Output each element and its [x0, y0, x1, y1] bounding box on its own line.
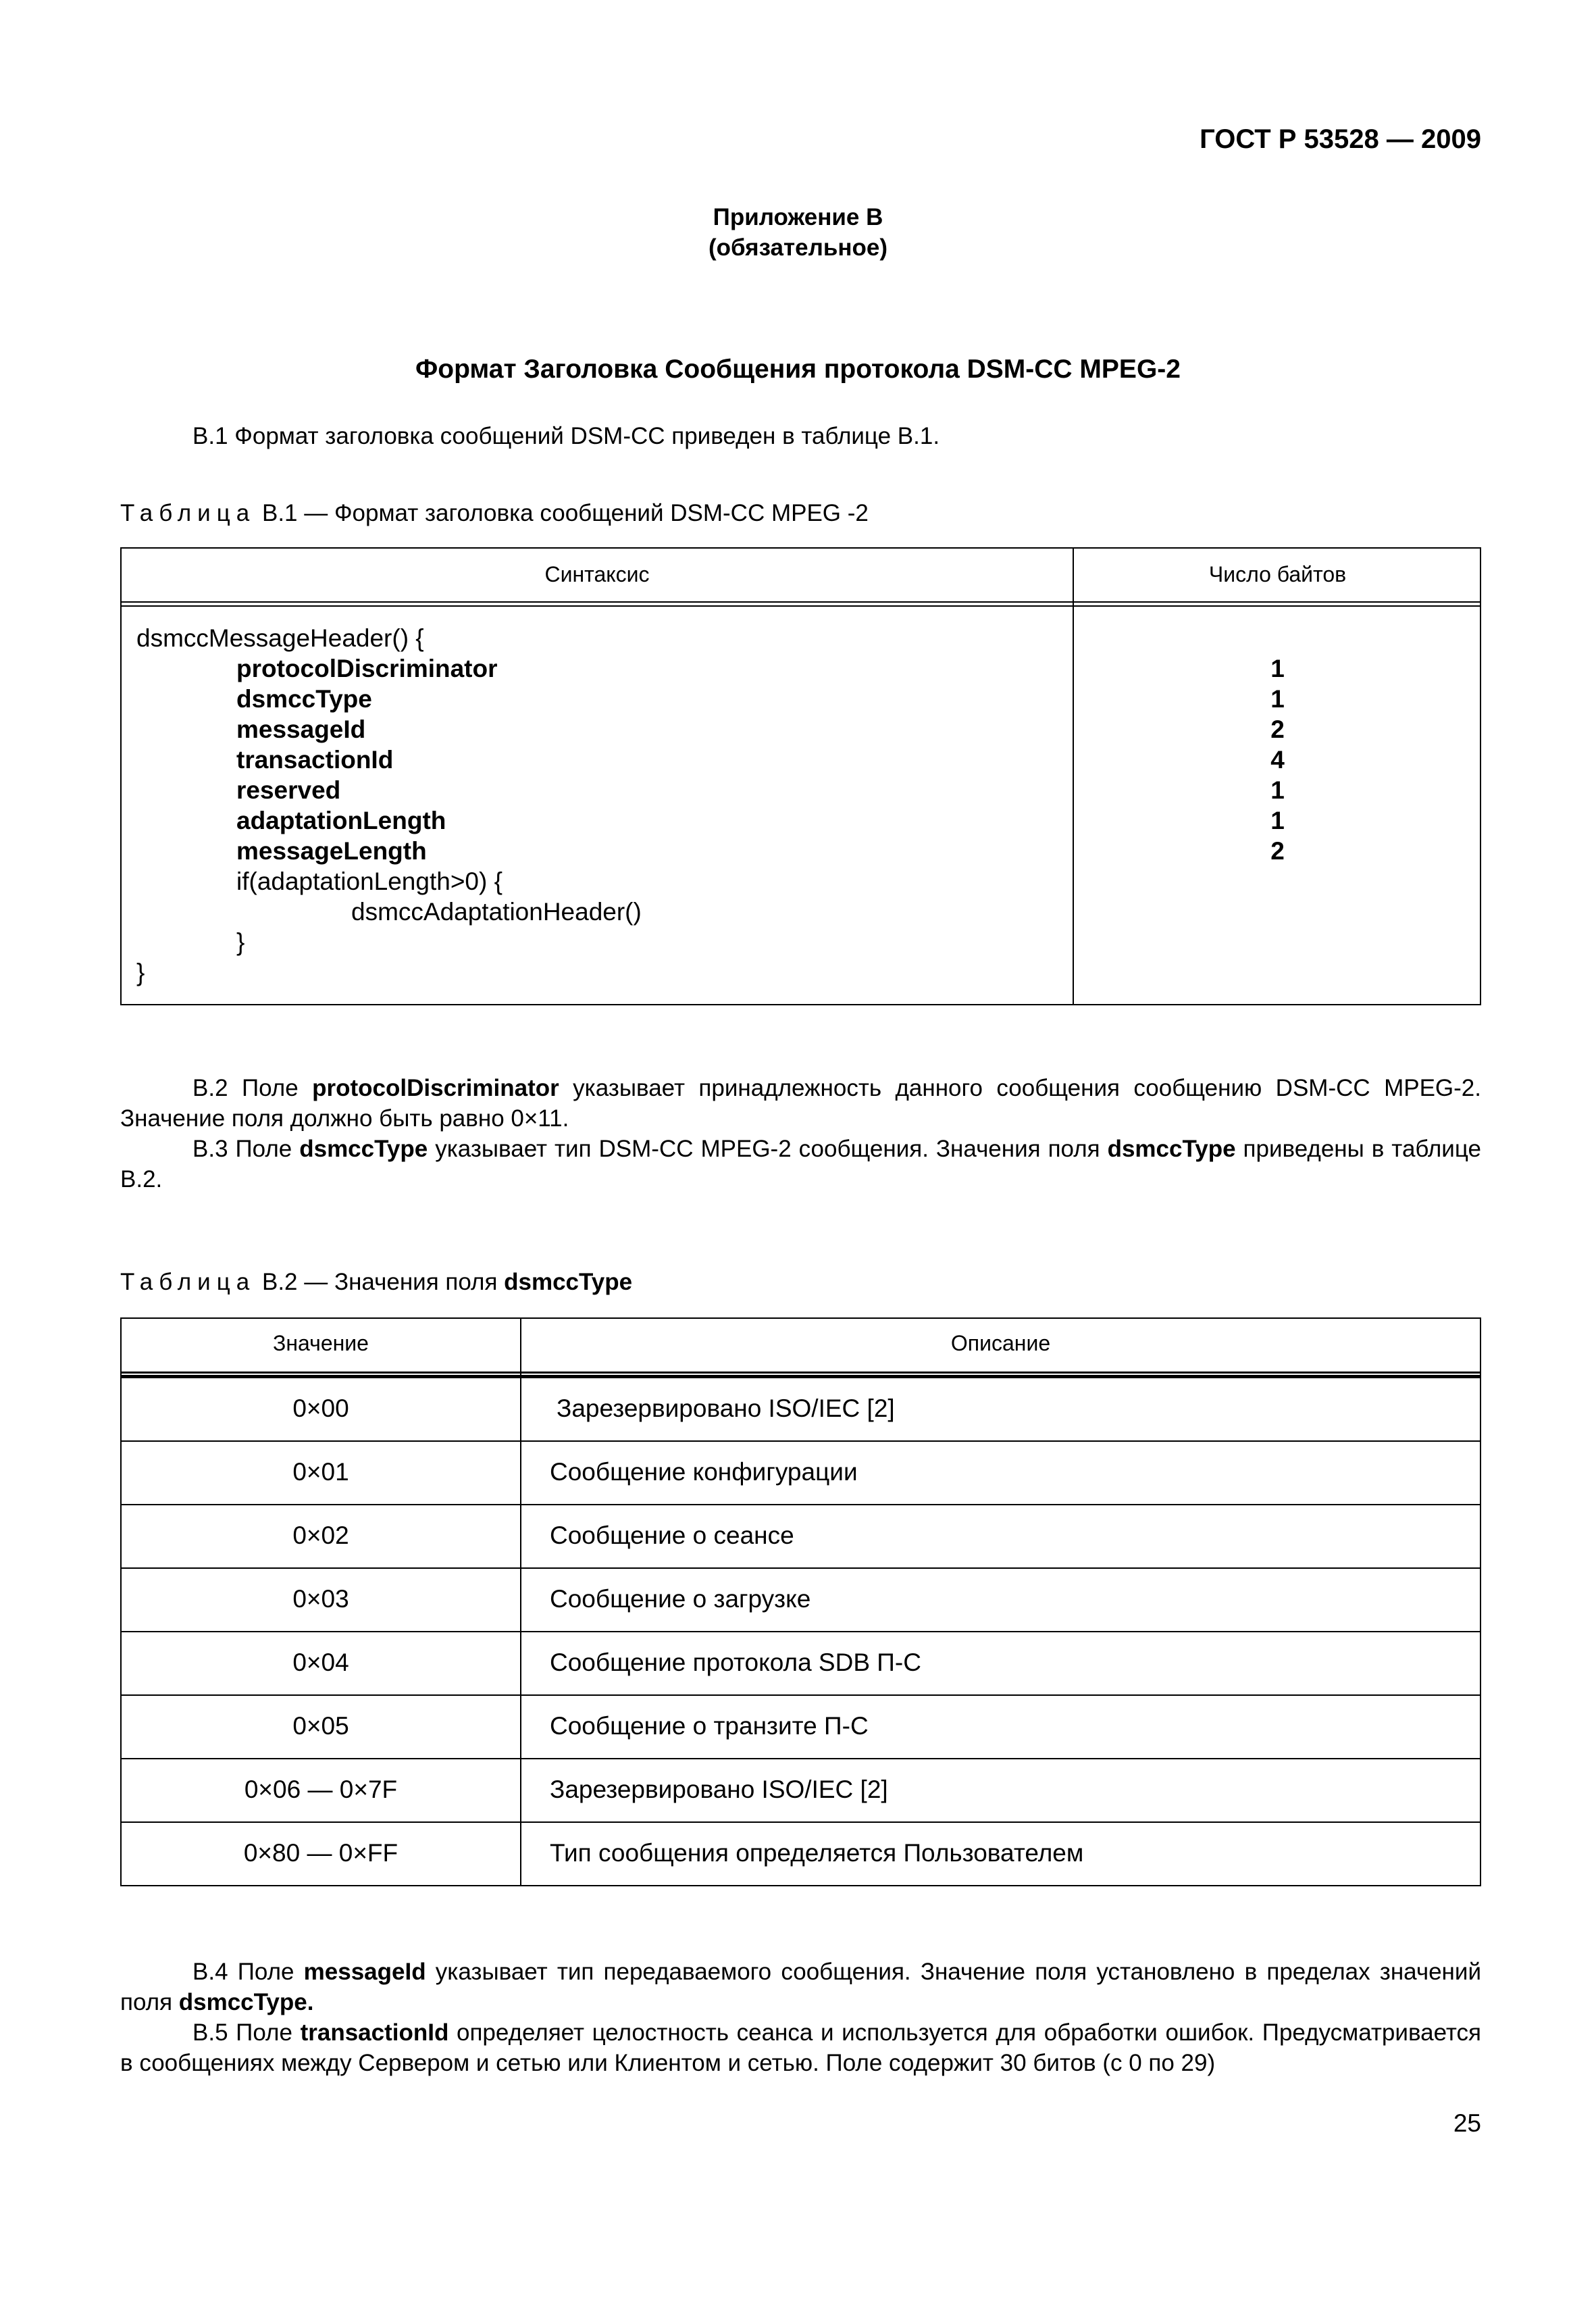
syntax-field: dsmccType: [236, 685, 372, 713]
row-description: Тип сообщения определяется Пользователем: [550, 1839, 1084, 1867]
byte-count: 1: [1270, 776, 1285, 804]
syntax-field: messageId: [236, 715, 366, 743]
paragraph-b2: [120, 1073, 1481, 1134]
paragraph-b4-field2: dsmccType.: [178, 1989, 314, 2015]
row-description: Сообщение о загрузке: [550, 1585, 811, 1613]
paragraph-b5-field: transactionId: [300, 2019, 449, 2046]
row-value: 0×01: [292, 1458, 349, 1486]
syntax-outer-close: }: [136, 959, 145, 986]
syntax-call-line: dsmccAdaptationHeader(): [351, 898, 642, 926]
paragraph-b3: [120, 1134, 1481, 1194]
row-description: Зарезервировано ISO/IEC [2]: [557, 1394, 895, 1422]
syntax-field: messageLength: [236, 837, 427, 865]
table2-header-description: Описание: [950, 1331, 1051, 1355]
row-description: Сообщение протокола SDB П-С: [550, 1649, 921, 1676]
paragraph-b4-middle: указывает тип передаваемого сообщения. Значение поля установлено в пределах значений поля: [120, 1959, 1481, 2015]
table-row: [122, 1440, 1480, 1504]
section-title: Формат Заголовка Сообщения протокола DSM-CC MPEG-2: [415, 355, 1181, 384]
table-row: [122, 1504, 1480, 1567]
paragraph-b2-suffix: указывает принадлежность данного сообщения сообщению DSM-CC MPEG-2. Значение поля должно быть равно 0×11.: [120, 1075, 1481, 1132]
table2-header-value: Значение: [273, 1331, 369, 1355]
table2-caption-text: В.2 — Значения поля: [261, 1269, 505, 1295]
table1-caption: [120, 500, 869, 527]
byte-count: 4: [1270, 746, 1285, 774]
table1: [120, 547, 1481, 1005]
paragraph-b3-field2: dsmccType: [1107, 1136, 1236, 1162]
paragraph-b4: [120, 1957, 1481, 2017]
syntax-field: reserved: [236, 776, 341, 804]
paragraph-b3-middle: указывает тип DSM-CC MPEG-2 сообщения. Значения поля: [428, 1136, 1108, 1162]
paragraph-b3-field: dsmccType: [299, 1136, 428, 1162]
row-value: 0×03: [292, 1585, 349, 1613]
row-value: 0×04: [292, 1649, 349, 1676]
row-value: 0×00: [292, 1394, 349, 1422]
paragraph-b3-prefix: В.3 Поле: [192, 1136, 300, 1162]
byte-count: 1: [1270, 655, 1285, 682]
table2-caption: [120, 1269, 632, 1296]
table2-header: [122, 1319, 1480, 1377]
table-row: [122, 1694, 1480, 1758]
annex-status: (обязательное): [708, 234, 887, 261]
paragraph-b2-prefix: В.2 Поле: [192, 1075, 313, 1101]
row-description: Сообщение конфигурации: [550, 1458, 858, 1486]
document-code: ГОСТ Р 53528 — 2009: [1200, 124, 1481, 154]
table-row: [122, 1377, 1480, 1440]
syntax-field: protocolDiscriminator: [236, 655, 498, 682]
row-description: Сообщение о сеансе: [550, 1521, 794, 1549]
paragraph-b3-suffix: приведены в таблице В.2.: [120, 1136, 1481, 1192]
syntax-field: transactionId: [236, 746, 394, 774]
table-row: [122, 1631, 1480, 1694]
table1-header-syntax: Синтаксис: [544, 562, 650, 586]
table1-caption-text: В.1 — Формат заголовка сообщений DSM-CC MPEG -2: [261, 500, 869, 526]
table-row: [122, 1758, 1480, 1821]
syntax-if-line: if(adaptationLength>0) {: [236, 867, 503, 895]
byte-count: 1: [1270, 807, 1285, 834]
page-number: 25: [1453, 2109, 1481, 2137]
row-description: Сообщение о транзите П-С: [550, 1712, 869, 1740]
table2-caption-field: dsmccType: [504, 1269, 633, 1295]
row-description: Зарезервировано ISO/IEC [2]: [550, 1776, 888, 1803]
table2: [120, 1317, 1481, 1886]
syntax-field: adaptationLength: [236, 807, 446, 834]
paragraph-b4-field: messageId: [303, 1959, 426, 1985]
row-value: 0×02: [292, 1521, 349, 1549]
table1-caption-label: Таблица: [120, 500, 256, 526]
byte-count: 2: [1270, 715, 1285, 743]
row-value: 0×05: [292, 1712, 349, 1740]
paragraph-b5: [120, 2017, 1481, 2078]
paragraph-b2-field: protocolDiscriminator: [312, 1075, 559, 1101]
syntax-open-line: dsmccMessageHeader() {: [136, 624, 424, 652]
row-value: 0×80 — 0×FF: [243, 1839, 398, 1867]
paragraph-b1: В.1 Формат заголовка сообщений DSM-CC приведен в таблице В.1.: [192, 423, 940, 449]
byte-count: 2: [1270, 837, 1285, 865]
table1-header-rule: [122, 601, 1480, 607]
paragraph-b5-suffix: определяет целостность сеанса и используется для обработки ошибок. Предусматривается в сообщениях между Сервером и сетью или Клиентом и сетью. Поле содержит 30 битов (с 0 по 29): [120, 2019, 1482, 2076]
table-row: [122, 1821, 1480, 1885]
paragraph-b5-prefix: В.5 Поле: [192, 2019, 301, 2046]
paragraph-b4-prefix: В.4 Поле: [192, 1959, 304, 1985]
byte-count: 1: [1270, 685, 1285, 713]
syntax-inner-close: }: [236, 928, 245, 956]
annex-title: Приложение В: [713, 204, 883, 230]
table-row: [122, 1567, 1480, 1631]
table2-caption-label: Таблица: [120, 1269, 256, 1295]
row-value: 0×06 — 0×7F: [244, 1776, 398, 1803]
table1-header-bytes: Число байтов: [1208, 562, 1347, 586]
